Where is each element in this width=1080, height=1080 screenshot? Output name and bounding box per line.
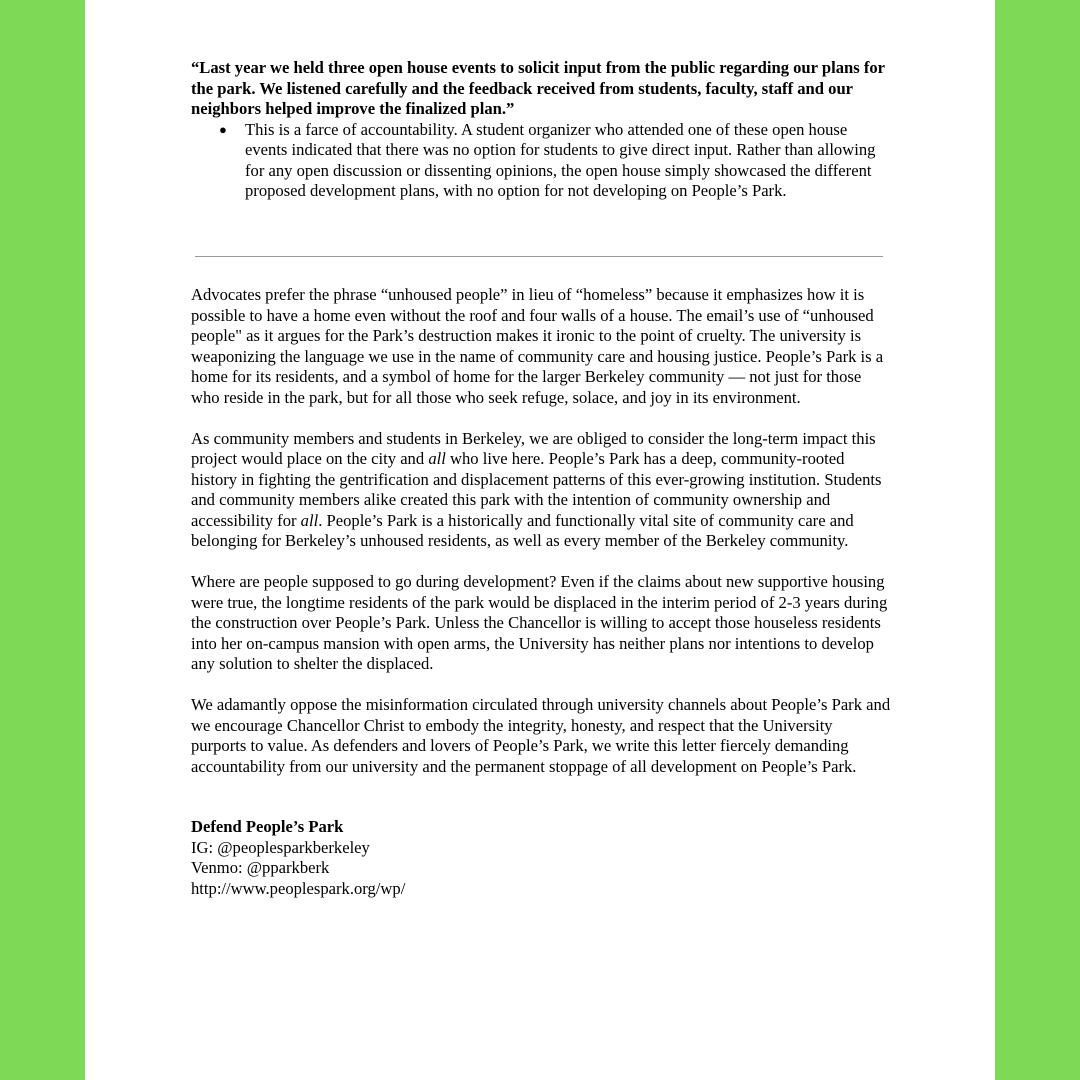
paragraph-displacement: Where are people supposed to go during development? Even if the claims about new supportive housing were true, the longtime residents of the park would be displaced in the interim period of 2-3 years during the construction over People’s Park. Unless the Chancellor is willing to accept those houseless residents into her on-campus mansion with open arms, the University has neither plans nor intentions to develop any solution to shelter the displaced.	[191, 572, 888, 673]
paragraph-unhoused-language: Advocates prefer the phrase “unhoused people” in lieu of “homeless” because it emphasizes how it is possible to have a home even without the roof and four walls of a house. The email’s use of “unhoused people" as it argues for the Park’s destruction makes it ironic to the point of cruelty. The university is weaponizing the language we use in the name of community care and housing justice. People’s Park is a home for its residents, and a symbol of home for the larger Berkeley community — not just for those who reside in the park, but for all those who seek refuge, solace, and joy in its environment.	[191, 285, 884, 407]
response-list	[191, 120, 891, 202]
signature-org: Defend People’s Park	[191, 817, 344, 836]
letter-body	[191, 285, 891, 899]
signature-url: http://www.peoplespark.org/wp/	[191, 878, 406, 898]
quoted-statement: “Last year we held three open house events to solicit input from the public regarding our plans for the park. We listened carefully and the feedback received from students, faculty, staff and our neighbors helped improve the finalized plan.”	[191, 58, 885, 118]
signature-venmo: Venmo: @pparkberk	[191, 858, 330, 877]
section-divider	[195, 256, 883, 257]
quote-section	[191, 58, 891, 202]
bullet-text: This is a farce of accountability. A student organizer who attended one of these open house events indicated that there was no option for students to give direct input. Rather than allowing for any open discussion or dissenting opinions, the open house simply showcased the different proposed development plans, with no option for not developing on People’s Park.	[245, 119, 876, 200]
bullet-icon: ●	[219, 121, 227, 137]
signature-instagram: IG: @peoplesparkberkeley	[191, 837, 370, 857]
paragraph-community-impact: As community members and students in Berkeley, we are obliged to consider the long-term impact this project would place on the city and all who live here. People’s Park has a deep, community-rooted history in fighting the gentrification and displacement patterns of this ever-growing institution. Students and community members alike created this park with the intention of community ownership and accessibility for all. People’s Park is a historically and functionally vital site of community care and belonging for Berkeley’s unhoused residents, as well as every member of the Berkeley community.	[191, 428, 882, 550]
list-item	[219, 119, 891, 202]
signature-block	[191, 817, 891, 899]
paragraph-demand: We adamantly oppose the misinformation circulated through university channels about People’s Park and we encourage Chancellor Christ to embody the integrity, honesty, and respect that the University purports to value. As defenders and lovers of People’s Park, we write this letter fiercely demanding accountability from our university and the permanent stoppage of all development on People’s Park.	[191, 695, 891, 776]
